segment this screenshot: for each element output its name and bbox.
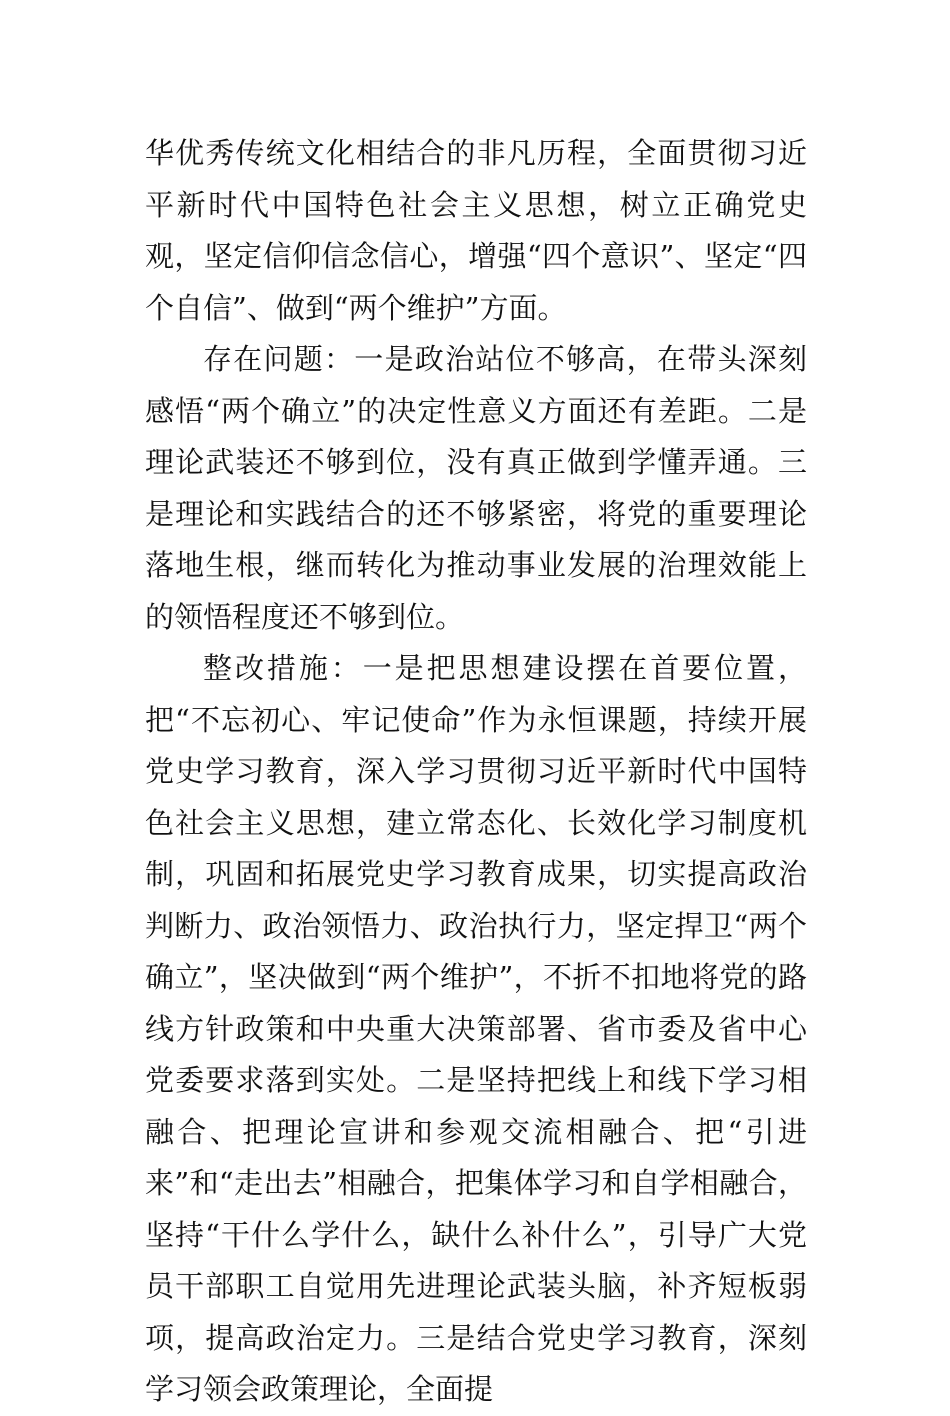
paragraph-rectification-measures: 整改措施：一是把思想建设摆在首要位置，把“不忘初心、牢记使命”作为永恒课题，持续开展党史学习教育，深入学习贯彻习近平新时代中国特色社会主义思想，建立常态化、长效化学习制度机制，巩固和拓展党史学习教育成果，切实提高政治判断力、政治领悟力、政治执行力，坚定捍卫“两个确立”，坚决做到“两个维护”，不折不扣地将党的路线方针政策和中央重大决策部署、省市委及省中心党委要求落到实处。二是坚持把线上和线下学习相融合、把理论宣讲和参观交流相融合、把“引进来”和“走出去”相融合，把集体学习和自学相融合，坚持“干什么学什么，缺什么补什么”，引导广大党员干部职工自觉用先进理论武装头脑，补齐短板弱项，提高政治定力。三是结合党史学习教育，深刻学习领会政策理论，全面提 (145, 651, 807, 1406)
document-body (145, 128, 807, 1416)
paragraph-continuation: 华优秀传统文化相结合的非凡历程，全面贯彻习近平新时代中国特色社会主义思想，树立正确党史观，坚定信仰信念信心，增强“四个意识”、坚定“四个自信”、做到“两个维护”方面。 (145, 136, 807, 325)
paragraph-existing-problems: 存在问题：一是政治站位不够高，在带头深刻感悟“两个确立”的决定性意义方面还有差距。二是理论武装还不够到位，没有真正做到学懂弄通。三是理论和实践结合的还不够紧密，将党的重要理论落地生根，继而转化为推动事业发展的治理效能上的领悟程度还不够到位。 (145, 342, 807, 634)
